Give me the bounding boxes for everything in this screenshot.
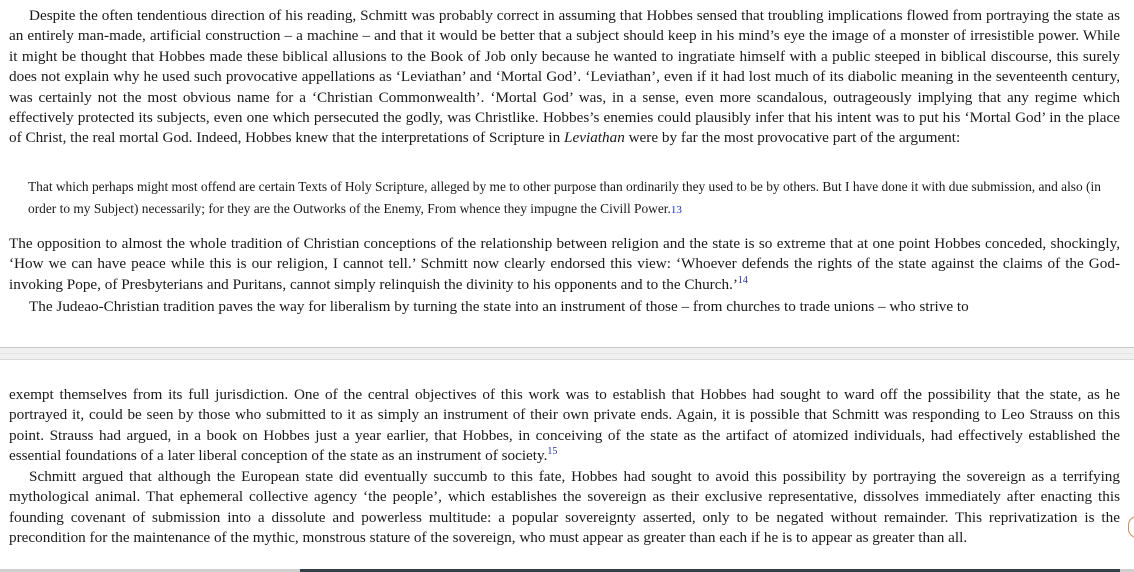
paragraph-text: Despite the often tendentious direction of his reading, Schmitt was probably correct in assuming that Hobbes sensed that troubling implications flowed from portraying the state as an entirely man-made, artificial construction – a machine – and that it would be better that a subject should keep in his mind’s eye the image of a monster of irresistible power. While it might be thought that Hobbes made these biblical allusions to the Book of Job only because he wanted to ingratiate himself with a public steeped in biblical discourse, this surely does not explain why he used such provocative appellations as ‘Leviathan’ and ‘Mortal God’. ‘Leviathan’, even if it had lost much of its diabolic meaning in the seventeenth century, was certainly not the most obvious name for a ‘Christian Commonwealth’. ‘Mortal God’ was, in a sense, even more scandalous, outrageously implying that any regime which effectively protected its subjects, even one which persecuted the godly, was Christlike. Hobbes’s enemies could plausibly infer that his intent was to put his ‘Mortal God’ in the place of Christ, the real mortal God. Indeed, Hobbes knew that the interpretations of Scripture in — [9, 7, 1120, 147]
paragraph-text: Schmitt argued that although the European state did eventually succumb to this fate, Hobbes had sought to avoid this possibility by portraying the sovereign as a terrifying mythological animal. That ephemeral collective agency ‘the people’, which establishes the sovereign as their exclusive representative, dissolves immediately after enacting this founding covenant of submission into a dissolute and powerless multitude: a popular sovereignty asserted, only to be negated without remainder. This reprivatization is the precondition for the maintenance of the mythic, monstrous stature of the sovereign, who must appear as greater than each if he is to appear as greater than all. — [9, 468, 1120, 547]
quote-text: That which perhaps might most offend are certain Texts of Holy Scripture, alleged by me to other purpose than ordinarily they used to be by others. But I have done it with due submission, and also (in order to my Subject) necessarily; for they are the Outworks of the Enemy, From whence they impugne the Civill Power. — [28, 179, 1101, 216]
paragraph-tail: were by far the most provocative part of the argument: — [624, 129, 961, 147]
page-divider — [0, 347, 1134, 360]
block-quote — [28, 176, 1120, 221]
footnote-marker-14[interactable]: 14 — [737, 274, 748, 286]
paragraph-text: The opposition to almost the whole tradition of Christian conceptions of the relationship between religion and the state is so extreme that at one point Hobbes conceded, shockingly, ‘How we can have peace while this is our religion, I cannot tell.’ Schmitt now clearly endorsed this view: ‘Whoever defends the rights of the state against the claims of the God-invoking Pope, of Presbyterians and Puritans, cannot simply relinquish the divinity to his opponents and to the Church.’ — [9, 235, 1120, 293]
footnote-link-13[interactable]: 13 — [670, 203, 682, 216]
paragraph-schmitt-argued — [9, 467, 1120, 549]
footnote-marker-15[interactable]: 15 — [547, 446, 558, 458]
paragraph-hobbes-leviathan — [9, 6, 1120, 149]
paragraph-exempt — [9, 385, 1120, 467]
paragraph-judeao-christian — [9, 297, 1120, 317]
paragraph-text: The Judeao-Christian tradition paves the way for liberalism by turning the state into an instrument of those – from churches to trade unions – who strive to — [29, 298, 969, 315]
paragraph-opposition — [9, 234, 1120, 295]
italic-title: Leviathan — [564, 129, 625, 147]
paragraph-text: exempt themselves from its full jurisdiction. One of the central objectives of this work was to establish that Hobbes had sought to ward off the possibility that the state, as he portrayed it, could be seen by those who submitted to it as simply an instrument of their own private ends. Again, it is possible that Schmitt was responding to Leo Strauss on this point. Strauss had argued, in a book on Hobbes just a year earlier, that Hobbes, in conceiving of the state as the artifact of atomized individuals, had effectively established the essential foundations of a later liberal conception of the state as an instrument of society. — [9, 386, 1120, 465]
divider-line — [0, 353, 1134, 354]
page-bottom — [0, 362, 1134, 572]
